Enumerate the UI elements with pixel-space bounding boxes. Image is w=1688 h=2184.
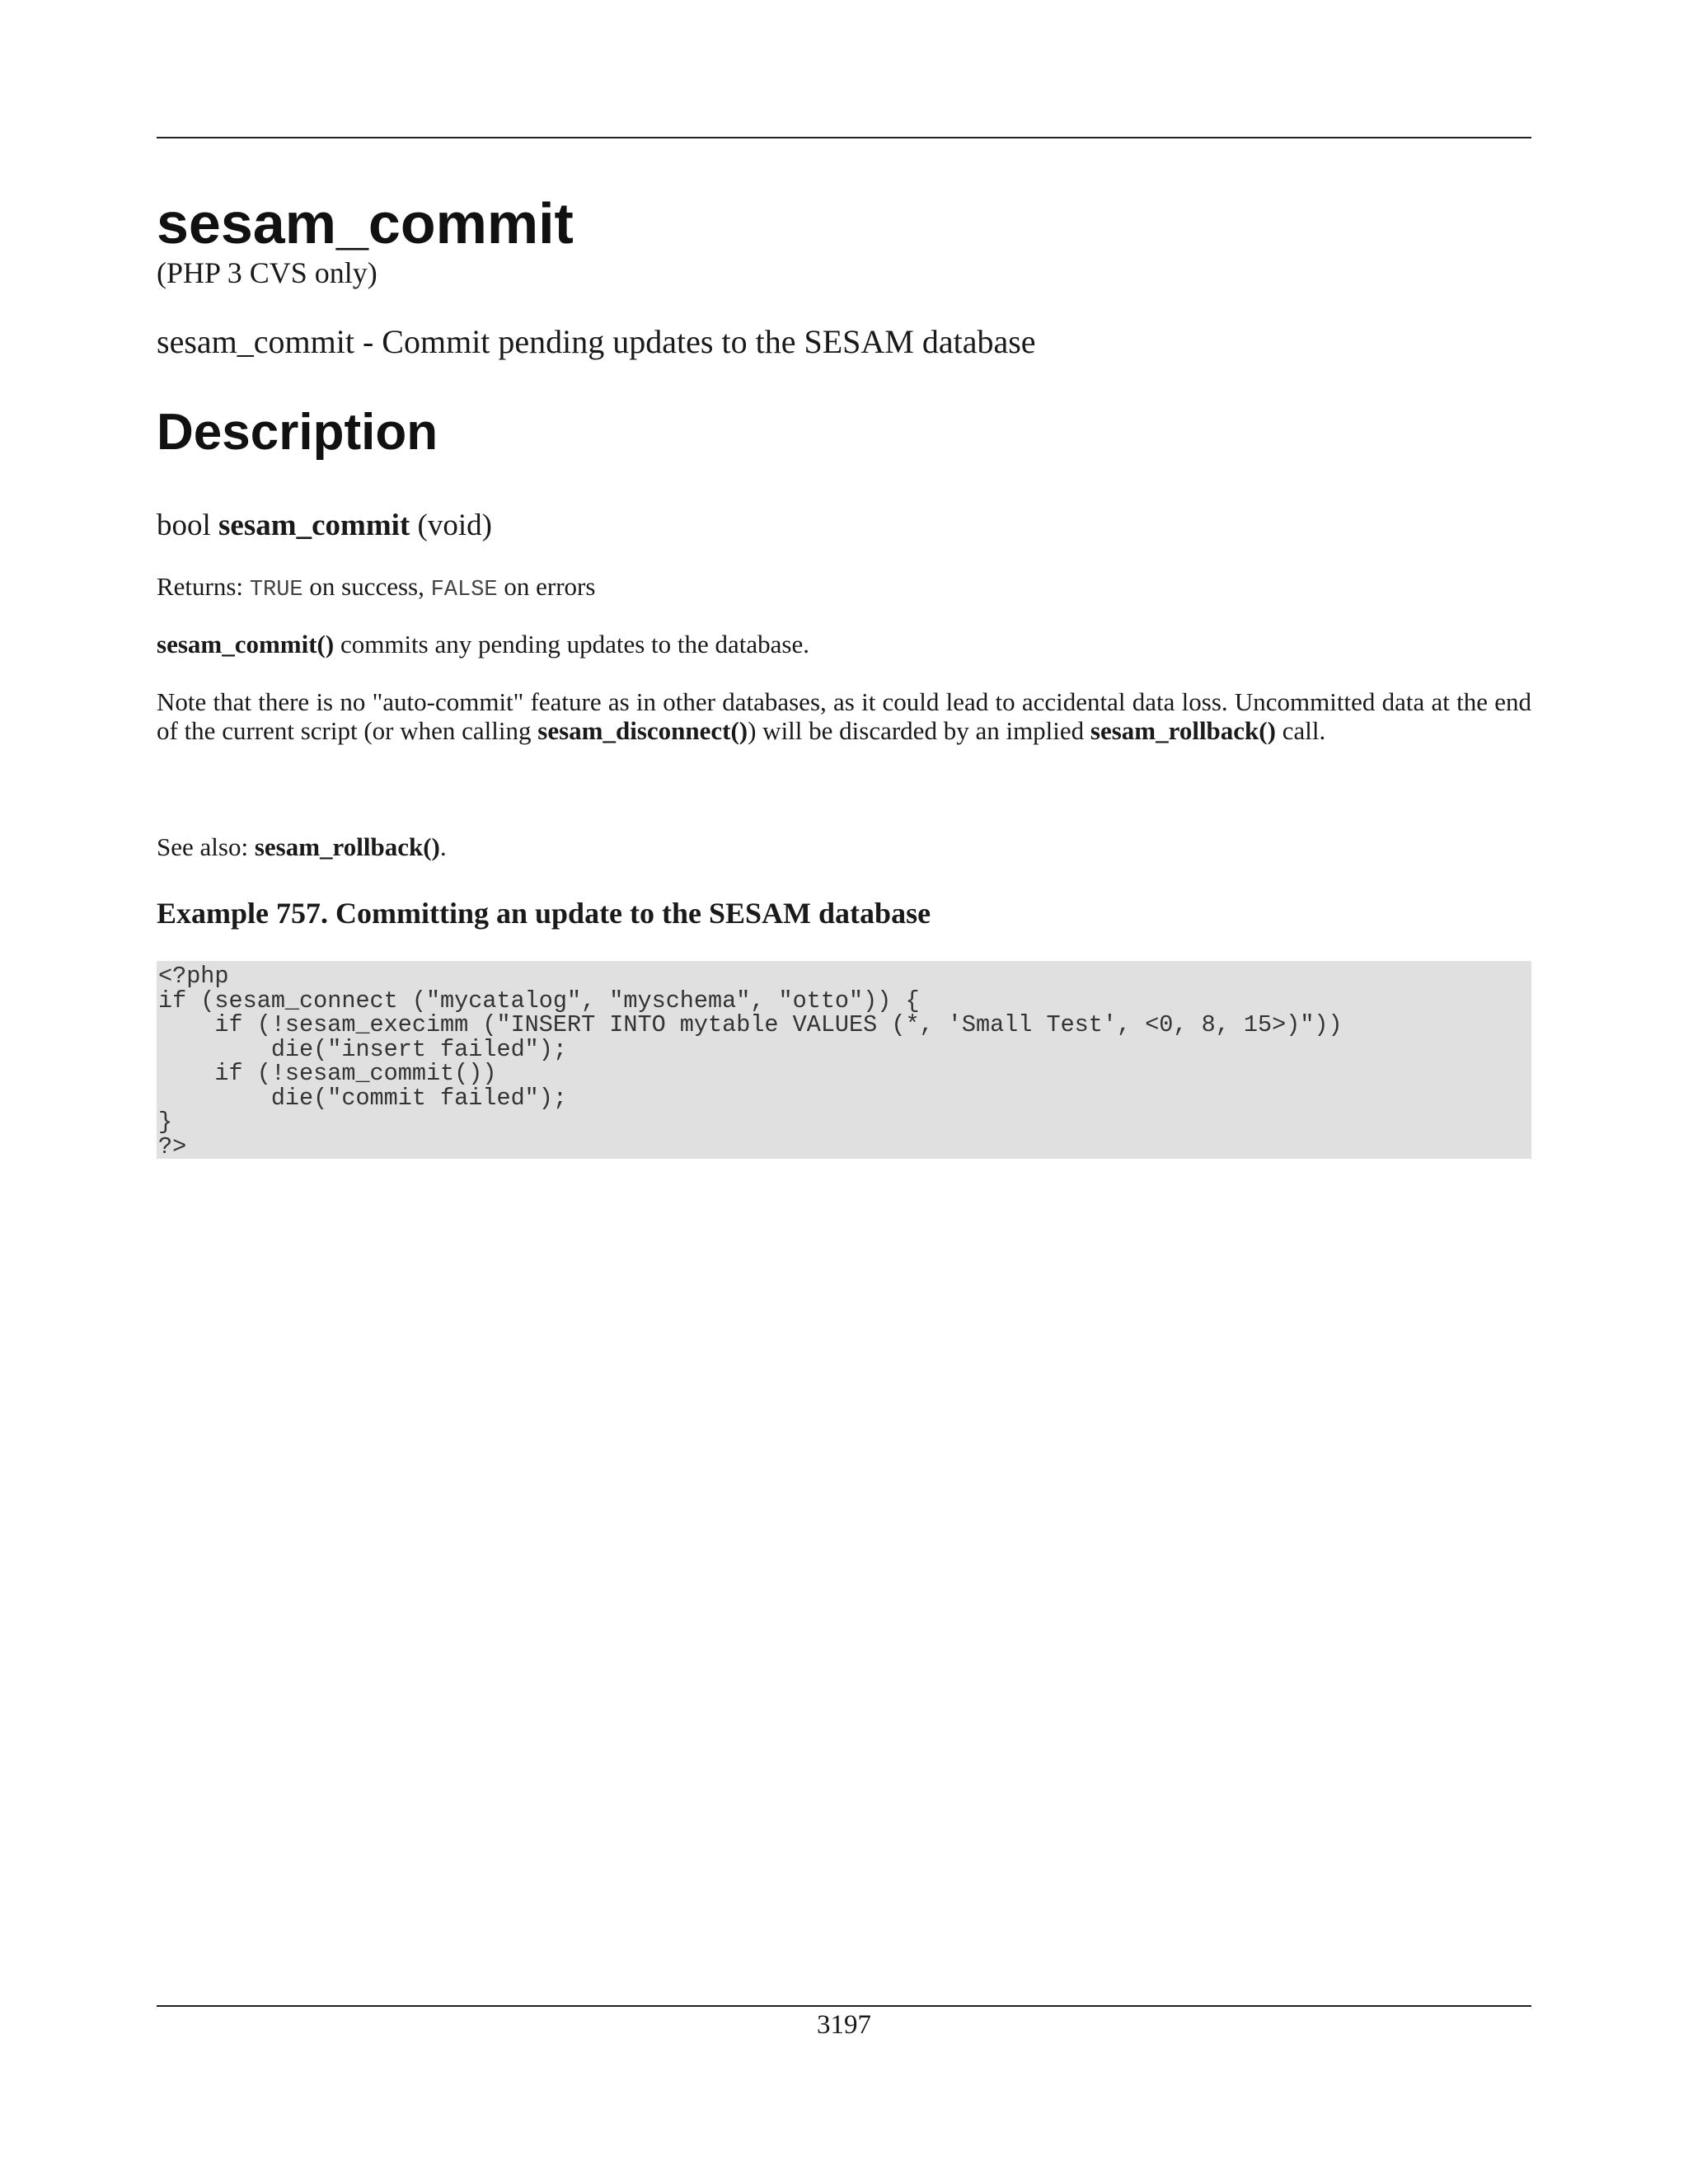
commits-text: commits any pending updates to the database. bbox=[340, 630, 810, 658]
commits-function-name: sesam_commit() bbox=[157, 630, 335, 658]
rollback-function-name: sesam_rollback() bbox=[1090, 716, 1276, 745]
return-type: bool bbox=[157, 509, 211, 542]
returns-mid-text: on success, bbox=[309, 572, 424, 601]
see-also-paragraph bbox=[157, 832, 1531, 861]
description-heading: Description bbox=[157, 404, 438, 461]
returns-label: Returns: bbox=[157, 572, 244, 601]
synopsis-params: (void) bbox=[417, 509, 492, 542]
see-also-link[interactable]: sesam_rollback() bbox=[254, 832, 440, 861]
see-also-label: See also: bbox=[157, 832, 249, 861]
code-listing: <?php if (sesam_connect ("mycatalog", "myschema", "otto")) { if (!sesam_execimm ("INSERT INTO mytable VALUES (*, 'Small Test', <0, 8, 15>)")) die("insert failed"); if (!sesam_commit()) die("commit failed"); } ?> bbox=[158, 963, 1343, 1160]
page-number: 3197 bbox=[817, 2010, 871, 2040]
returns-paragraph bbox=[157, 572, 1531, 605]
synopsis-function-name: sesam_commit bbox=[218, 509, 410, 542]
disconnect-function-name: sesam_disconnect() bbox=[537, 716, 748, 745]
document-page bbox=[157, 0, 1531, 2184]
see-also-end: . bbox=[439, 832, 447, 861]
code-example bbox=[157, 961, 1531, 1159]
note-paragraph bbox=[157, 687, 1531, 745]
function-purpose: sesam_commit - Commit pending updates to the SESAM database bbox=[157, 323, 1036, 360]
example-title: Example 757. Committing an update to the SESAM database bbox=[157, 897, 931, 930]
version-info: (PHP 3 CVS only) bbox=[157, 256, 377, 289]
note-text-1: Note that there is no "auto-commit" feature as in other databases, as it could lead to accidental data loss. Uncommitted data at the end of the current script (or when calling bbox=[157, 687, 1531, 745]
commits-paragraph bbox=[157, 630, 1531, 658]
function-synopsis bbox=[157, 504, 492, 547]
returns-end-text: on errors bbox=[504, 572, 596, 601]
function-title: sesam_commit bbox=[157, 191, 574, 255]
false-constant: FALSE bbox=[430, 578, 498, 602]
note-text-2: ) will be discarded by an implied bbox=[748, 716, 1085, 745]
note-text-3: call. bbox=[1282, 716, 1326, 745]
header-rule bbox=[157, 137, 1531, 138]
true-constant: TRUE bbox=[249, 578, 303, 602]
